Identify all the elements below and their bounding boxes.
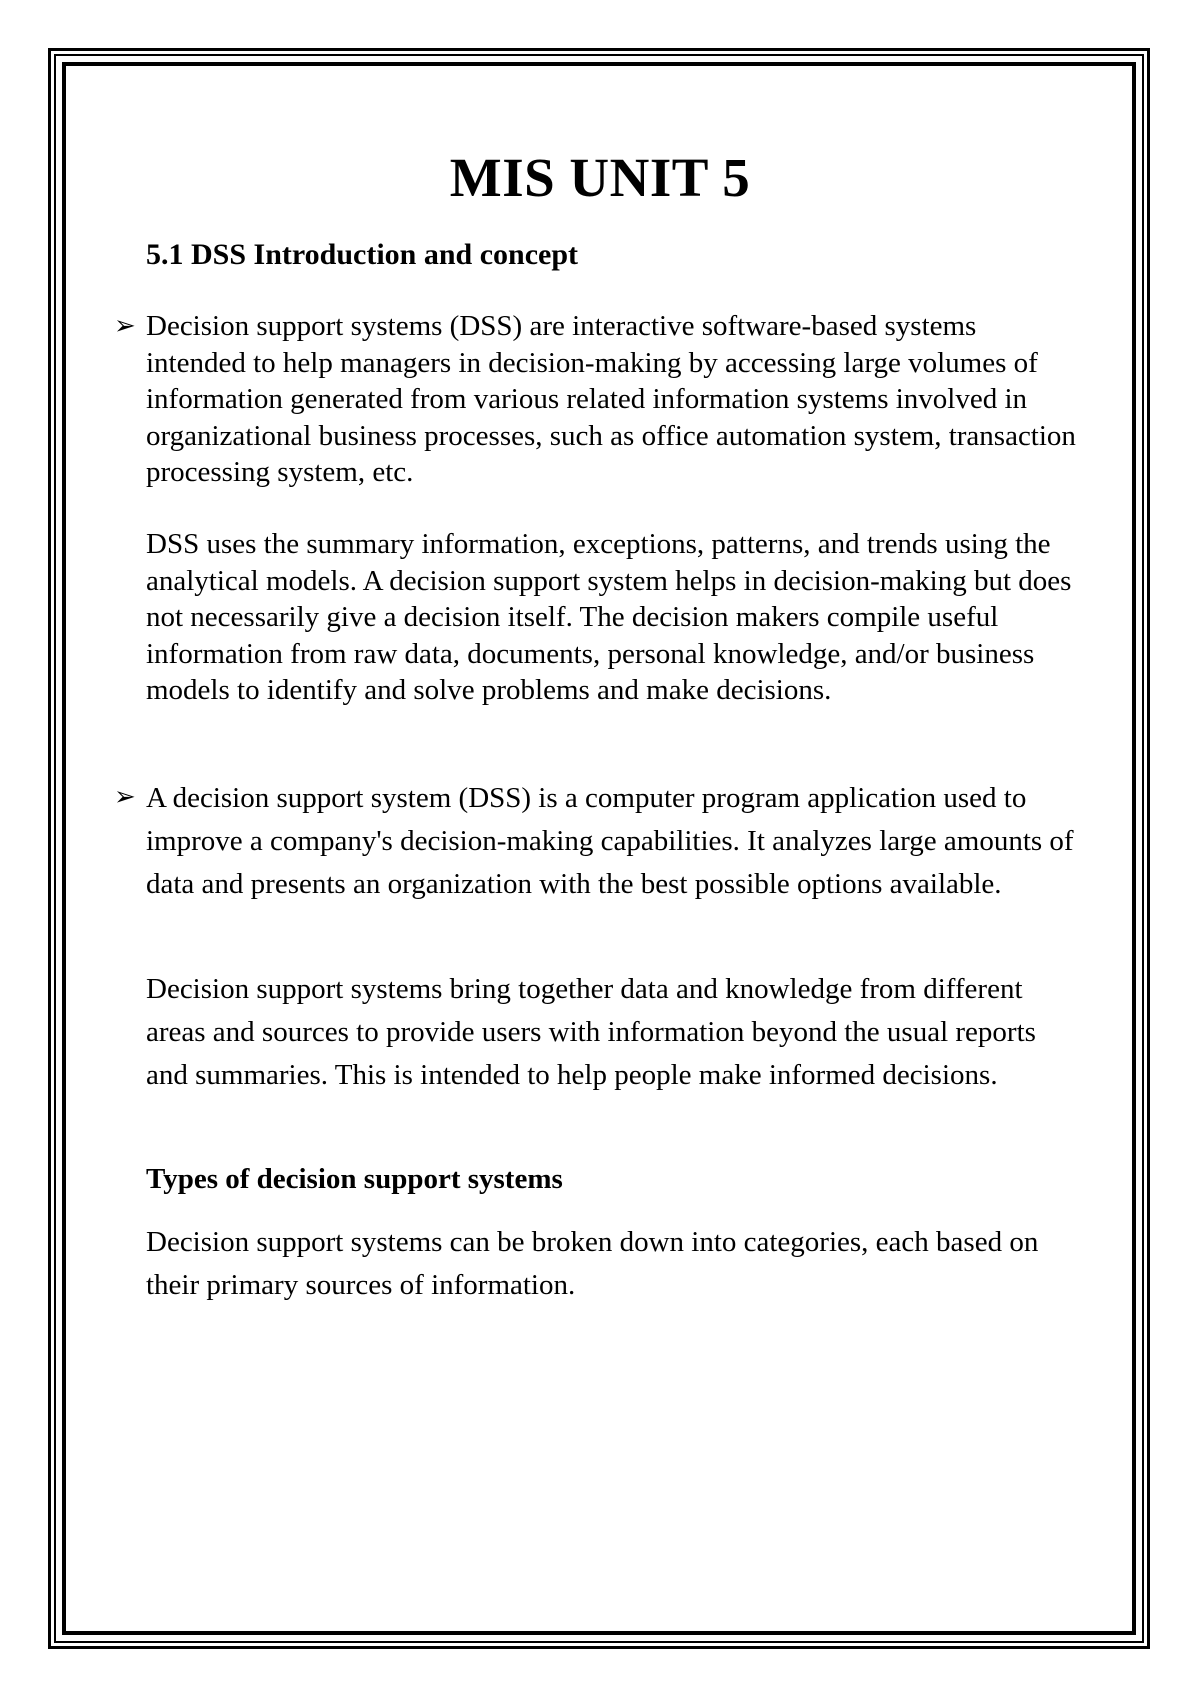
paragraph-dss-categories: Decision support systems can be broken down into categories, each based on their primary sources of information. (146, 1226, 1039, 1301)
subheading-types: Types of decision support systems (146, 1163, 563, 1195)
arrow-bullet-icon: ➢ (114, 782, 136, 811)
paragraph-dss-knowledge: Decision support systems bring together data and knowledge from different areas and sources to provide users with information beyond the usual reports and summaries. This is intended to help people make informed decisions. (146, 973, 1036, 1091)
arrow-bullet-icon: ➢ (114, 311, 136, 340)
paragraph-dss-usage: DSS uses the summary information, exceptions, patterns, and trends using the analytical models. A decision support system helps in decision-making but does not necessarily give a decision itself. The decision makers compile useful information from raw data, documents, personal knowledge, and/or business models to identify and solve problems and make decisions. (146, 528, 1072, 706)
paragraph-dss-application: A decision support system (DSS) is a computer program application used to improve a company's decision-making capabilities. It analyzes large amounts of data and presents an organization with the best possible options available. (146, 782, 1074, 900)
paragraph-dss-definition: Decision support systems (DSS) are interactive software-based systems intended to help managers in decision-making by accessing large volumes of information generated from various related information systems involved in organizational business processes, such as office automation system, transaction processing system, etc. (146, 310, 1076, 488)
section-heading: 5.1 DSS Introduction and concept (146, 238, 579, 271)
page-title: MIS UNIT 5 (449, 147, 751, 208)
